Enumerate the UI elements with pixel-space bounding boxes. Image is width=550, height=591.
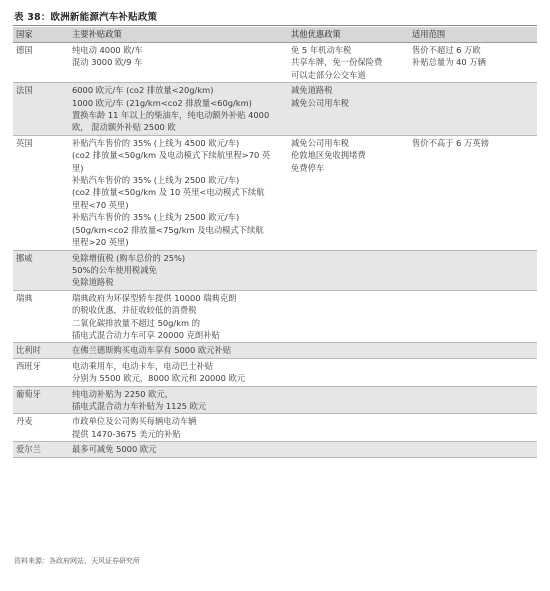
header-country: 国家 bbox=[13, 27, 69, 43]
cell-line: 补贴总量为 40 万辆 bbox=[412, 57, 486, 68]
country-cell: 德国 bbox=[13, 43, 69, 83]
cell-line: 二氧化碳排放量不超过 50g/km 的 bbox=[72, 317, 201, 328]
cell-line: 减免道路税 bbox=[291, 85, 333, 96]
other-policy-cell bbox=[288, 343, 409, 358]
cell-line: 补贴汽车售价的 35% (上线为 4500 欧元/车) bbox=[72, 137, 240, 148]
cell-line: (50g/km<co2 排放量<75g/km 及电动模式下续航 bbox=[72, 224, 264, 235]
scope-cell bbox=[409, 358, 537, 386]
country-cell: 挪威 bbox=[13, 250, 69, 290]
cell-line: 里程>20 英里) bbox=[72, 237, 129, 248]
cell-line: 减免公司用车税 bbox=[291, 137, 350, 148]
cell-line: 里程<70 英里) bbox=[72, 199, 129, 210]
table-row bbox=[13, 358, 537, 386]
cell-line: 免 5 年机动车税 bbox=[291, 45, 352, 55]
cell-line: 在佛兰德斯购买电动车享有 5000 欧元补贴 bbox=[72, 345, 232, 356]
table-body bbox=[13, 43, 537, 458]
country-cell: 爱尔兰 bbox=[13, 442, 69, 457]
cell-line: 售价不超过 6 万欧 bbox=[412, 45, 481, 55]
country-cell: 丹麦 bbox=[13, 414, 69, 442]
table-row bbox=[13, 290, 537, 343]
cell-line: 免除道路税 bbox=[72, 277, 114, 288]
header-main-policy: 主要补贴政策 bbox=[69, 27, 288, 43]
cell-line: 纯电动 4000 欧/车 bbox=[72, 45, 143, 55]
other-policy-cell bbox=[288, 386, 409, 414]
cell-line: 补贴汽车售价的 35% (上线为 2500 欧元/车) bbox=[72, 212, 240, 223]
cell-line: 里) bbox=[72, 162, 84, 173]
country-cell: 法国 bbox=[13, 83, 69, 136]
cell-line: 共享车牌，免一份保险费 bbox=[291, 57, 383, 68]
table-header-row bbox=[13, 27, 537, 43]
cell-line: 电动乘用车，电动卡车，电动巴士补贴 bbox=[72, 360, 214, 371]
source-note: 资料来源：各政府网站，天风证券研究所 bbox=[14, 557, 140, 565]
other-policy-cell bbox=[288, 250, 409, 290]
table-caption: 表 38：欧洲新能源汽车补贴政策 bbox=[14, 12, 158, 23]
main-policy-cell bbox=[69, 290, 288, 343]
other-policy-cell bbox=[288, 83, 409, 136]
cell-line: 减免公司用车税 bbox=[291, 97, 350, 108]
country-cell: 西班牙 bbox=[13, 358, 69, 386]
table-row bbox=[13, 135, 537, 250]
main-policy-cell bbox=[69, 343, 288, 358]
table-row bbox=[13, 442, 537, 457]
caption-divider bbox=[13, 25, 537, 26]
cell-line: 瑞典政府为环保型轿车提供 10000 瑞典克朗 bbox=[72, 292, 237, 303]
cell-line: 最多可减免 5000 欧元 bbox=[72, 444, 157, 455]
main-policy-cell bbox=[69, 414, 288, 442]
main-policy-cell bbox=[69, 358, 288, 386]
table-row bbox=[13, 83, 537, 136]
cell-line: 1000 欧元/车 (21g/km<co2 排放量<60g/km) bbox=[72, 97, 252, 108]
scope-cell bbox=[409, 290, 537, 343]
header-other-policy: 其他优惠政策 bbox=[288, 27, 409, 43]
cell-line: 插电式混合动力车可享 20000 克朗补贴 bbox=[72, 329, 220, 340]
country-cell: 葡萄牙 bbox=[13, 386, 69, 414]
cell-line: 售价不高于 6 万英镑 bbox=[412, 137, 489, 148]
header-scope: 适用范围 bbox=[409, 27, 537, 43]
cell-line: 可以走部分公交车道 bbox=[291, 69, 366, 80]
other-policy-cell bbox=[288, 290, 409, 343]
cell-line: 免除增值税 (购车总价的 25%) bbox=[72, 252, 186, 263]
main-policy-cell bbox=[69, 250, 288, 290]
scope-cell bbox=[409, 442, 537, 457]
other-policy-cell bbox=[288, 135, 409, 250]
cell-line: (co2 排放量<50g/km 及电动模式下续航里程>70 英 bbox=[72, 150, 271, 161]
cell-line: 免费停车 bbox=[291, 162, 325, 173]
cell-line: 置换车龄 11 年以上的柴油车，纯电动额外补贴 4000 bbox=[72, 110, 270, 121]
cell-line: 插电式混合动力车补贴为 1125 欧元 bbox=[72, 400, 207, 411]
scope-cell bbox=[409, 83, 537, 136]
table-row bbox=[13, 250, 537, 290]
country-cell: 英国 bbox=[13, 135, 69, 250]
scope-cell bbox=[409, 43, 537, 83]
scope-cell bbox=[409, 414, 537, 442]
scope-cell bbox=[409, 135, 537, 250]
scope-cell bbox=[409, 386, 537, 414]
cell-line: (co2 排放量<50g/km 及 10 英里<电动模式下续航 bbox=[72, 187, 265, 198]
other-policy-cell bbox=[288, 358, 409, 386]
cell-line: 提供 1470-3675 美元的补贴 bbox=[72, 428, 181, 439]
main-policy-cell bbox=[69, 43, 288, 83]
table-row bbox=[13, 343, 537, 358]
table-row bbox=[13, 43, 537, 83]
cell-line: 伦敦地区免收拥堵费 bbox=[291, 150, 366, 161]
country-cell: 瑞典 bbox=[13, 290, 69, 343]
cell-line: 市政单位及公司购买每辆电动车辆 bbox=[72, 416, 197, 427]
subsidy-policy-table bbox=[13, 27, 537, 458]
cell-line: 纯电动补贴为 2250 欧元， bbox=[72, 388, 174, 399]
scope-cell bbox=[409, 343, 537, 358]
other-policy-cell bbox=[288, 414, 409, 442]
other-policy-cell bbox=[288, 442, 409, 457]
cell-line: 6000 欧元/车 (co2 排放量<20g/km) bbox=[72, 85, 214, 96]
cell-line: 混动 3000 欧/9 车 bbox=[72, 57, 143, 68]
cell-line: 的税收优惠，并征收较低的消费税 bbox=[72, 305, 197, 316]
other-policy-cell bbox=[288, 43, 409, 83]
cell-line: 分别为 5500 欧元，8000 欧元和 20000 欧元 bbox=[72, 373, 246, 384]
main-policy-cell bbox=[69, 83, 288, 136]
cell-line: 补贴汽车售价的 35% (上线为 2500 欧元/车) bbox=[72, 175, 240, 186]
cell-line: 欧， 混动额外补贴 2500 欧 bbox=[72, 122, 176, 133]
table-row bbox=[13, 414, 537, 442]
main-policy-cell bbox=[69, 442, 288, 457]
country-cell: 比利时 bbox=[13, 343, 69, 358]
main-policy-cell bbox=[69, 135, 288, 250]
scope-cell bbox=[409, 250, 537, 290]
table-row bbox=[13, 386, 537, 414]
main-policy-cell bbox=[69, 386, 288, 414]
cell-line: 50%的公车使用税减免 bbox=[72, 264, 157, 275]
